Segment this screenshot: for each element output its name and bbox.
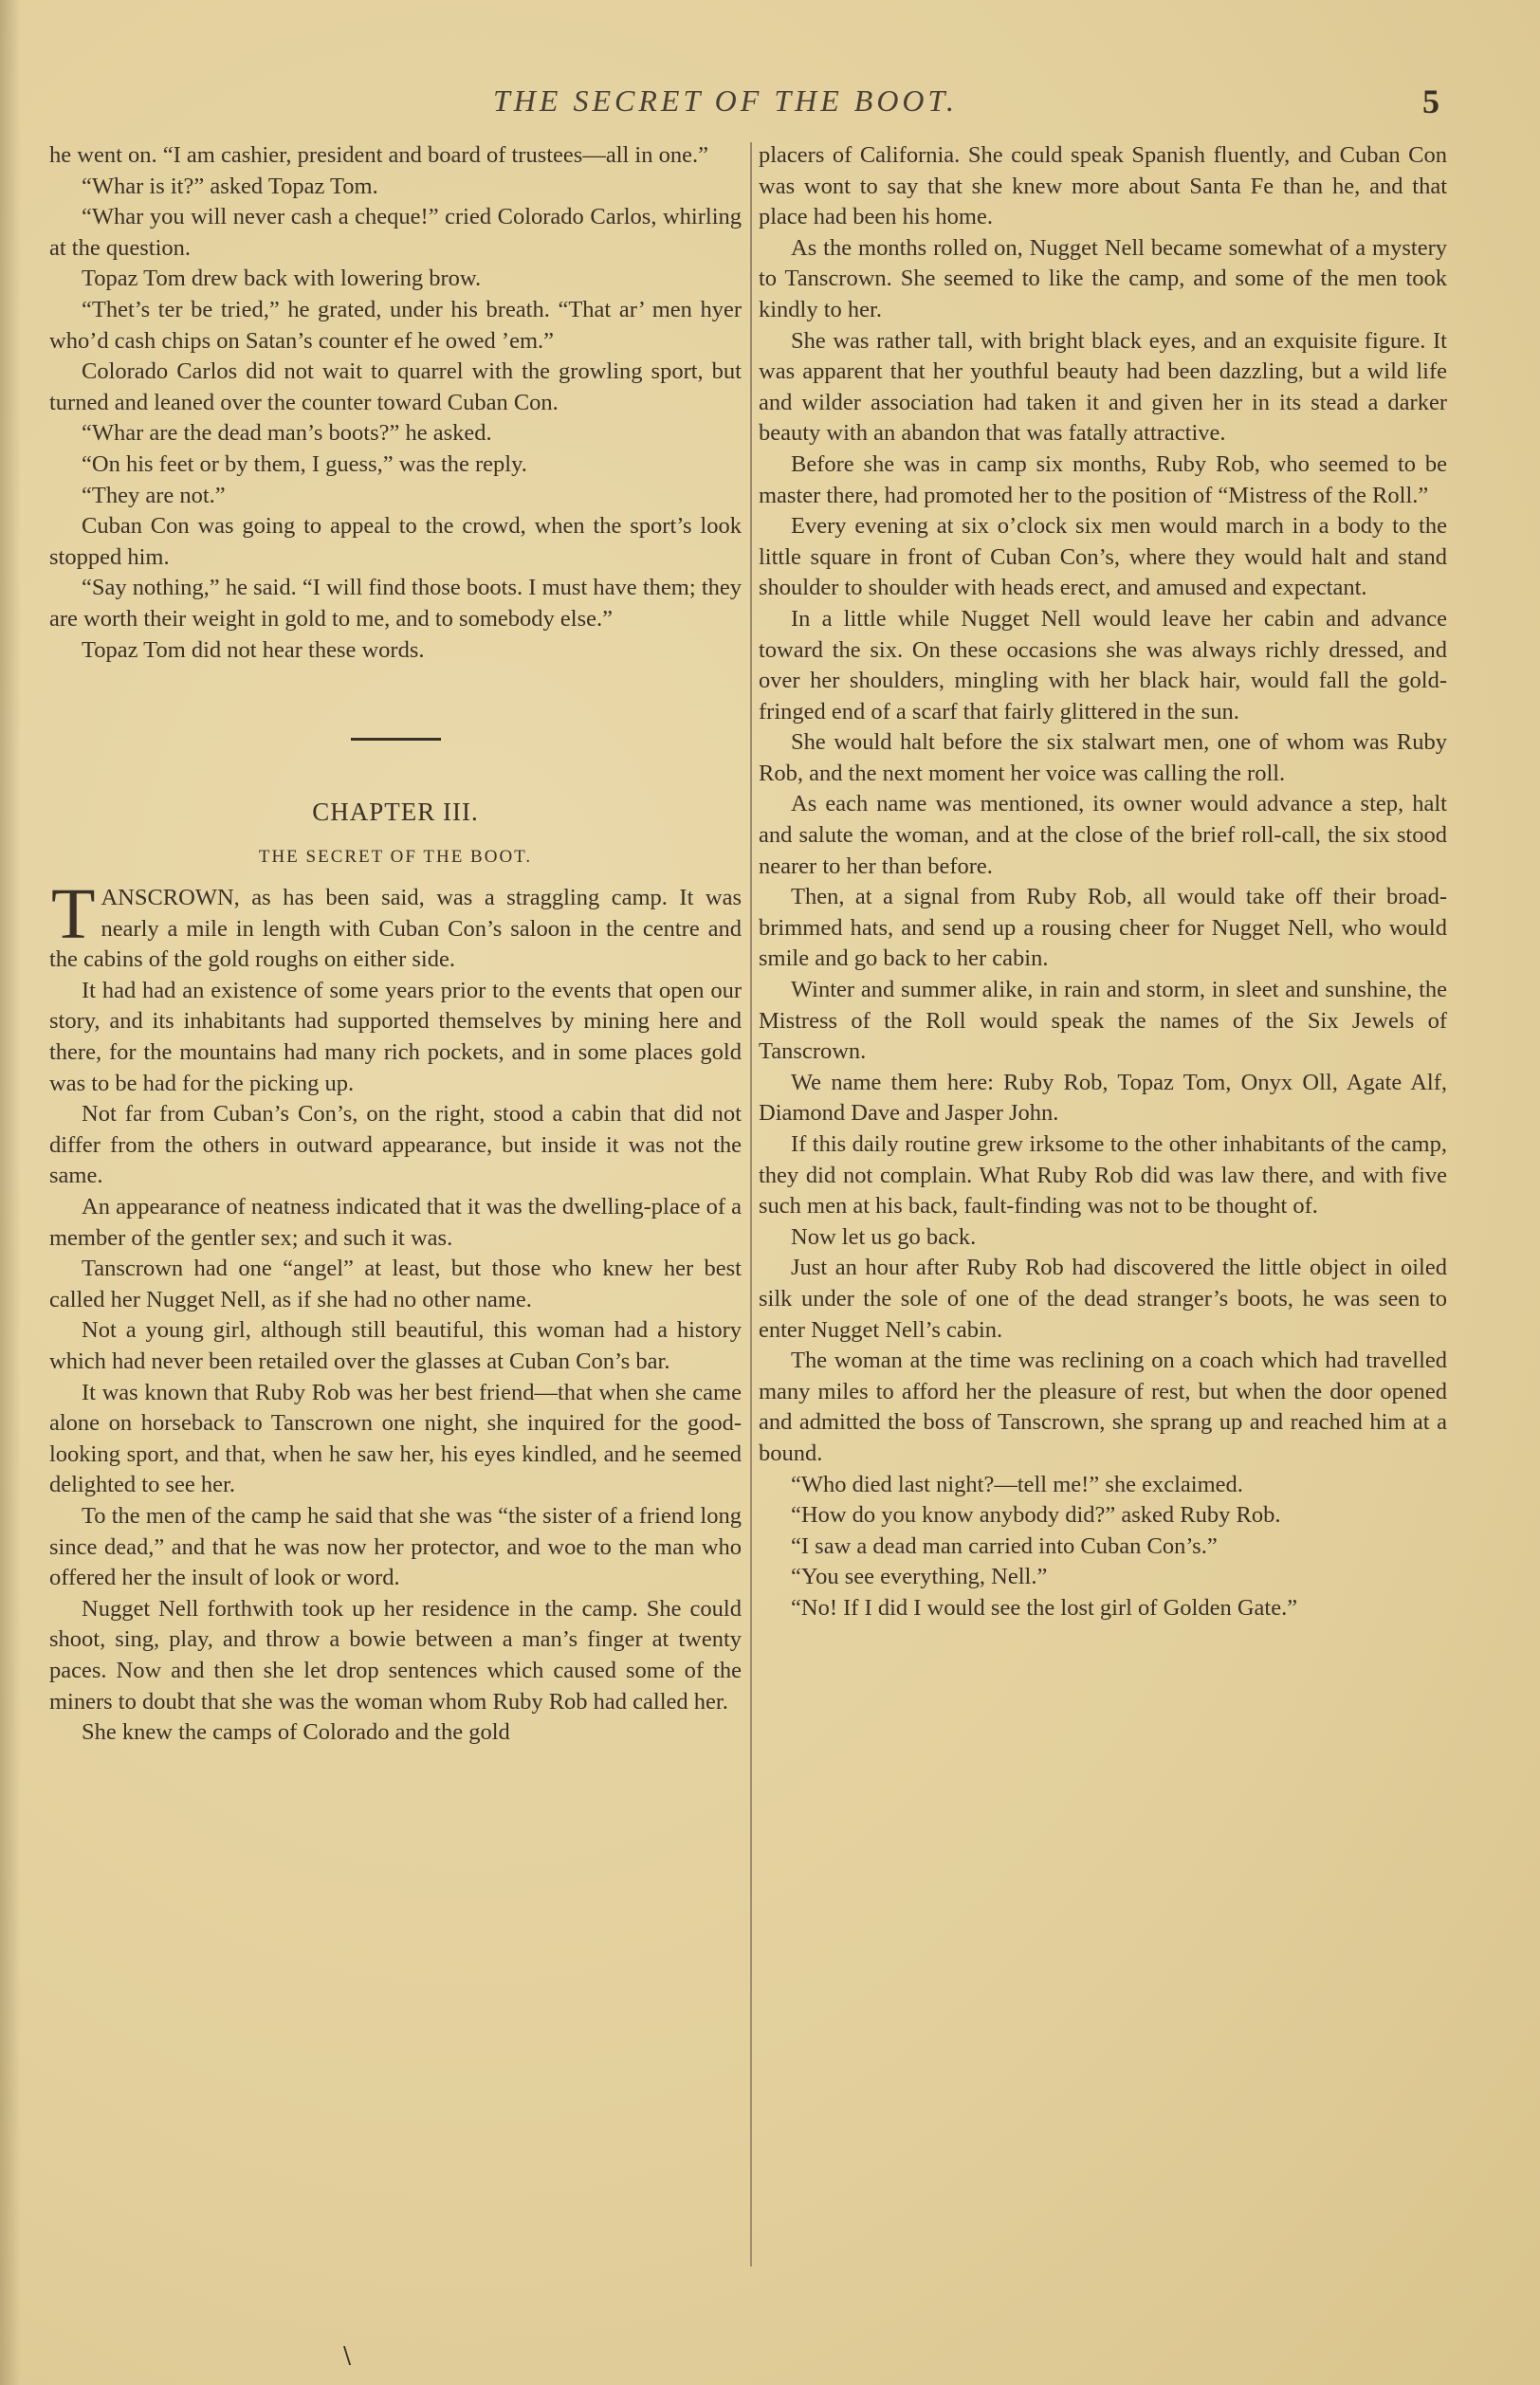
paragraph: She was rather tall, with bright black eyes, and an exquisite figure. It was apparent that her youthful beauty had been dazzling, but a wild life and wilder association had taken it and given her in its stead a darker beauty with an abandon that was fatally attractive. xyxy=(759,327,1447,447)
paragraph: placers of California. She could speak Spanish fluently, and Cuban Con was wont to say that she knew more about Santa Fe than he, and that place had been his home. xyxy=(759,142,1447,230)
paragraph: We name them here: Ruby Rob, Topaz Tom, Onyx Oll, Agate Alf, Diamond Dave and Jasper John. xyxy=(759,1069,1447,1127)
paragraph: She knew the camps of Colorado and the gold xyxy=(82,1719,510,1746)
paragraph: “On his feet or by them, I guess,” was the reply. xyxy=(82,450,527,477)
paragraph: Then, at a signal from Ruby Rob, all would take off their broad-brimmed hats, and send up a rousing cheer for Nugget Nell, who would smile and go back to her cabin. xyxy=(759,884,1447,972)
paragraph: Tanscrown had one “angel” at least, but those who knew her best called her Nugget Nell, as if she had no other name. xyxy=(49,1256,742,1312)
paragraph: Before she was in camp six months, Ruby Rob, who seemed to be master there, had promoted her to the position of “Mistress of the Roll.” xyxy=(759,450,1447,508)
paragraph: Just an hour after Ruby Rob had discovered the little object in oiled silk under the sole of one of the dead stranger’s boots, he was seen to enter Nugget Nell’s cabin. xyxy=(759,1255,1447,1343)
paragraph: “No! If I did I would see the lost girl of Golden Gate.” xyxy=(791,1594,1298,1621)
paragraph: Cuban Con was going to appeal to the crowd, when the sport’s look stopped him. xyxy=(49,513,742,570)
paragraph: Now let us go back. xyxy=(791,1223,977,1250)
paragraph: “Whar you will never cash a cheque!” cried Colorado Carlos, whirling at the question. xyxy=(49,204,742,261)
paragraph: In a little while Nugget Nell would leave her cabin and advance toward the six. On these occasions she was always richly dressed, and over her shoulders, mingling with her black hair, would fall the gold-fringed end of a scarf that fairly glittered in the sun. xyxy=(759,605,1447,725)
paragraph: “Whar is it?” asked Topaz Tom. xyxy=(82,173,378,199)
right-column xyxy=(759,140,1447,2265)
paragraph: She would halt before the six stalwart men, one of whom was Ruby Rob, and the next moment her voice was calling the roll. xyxy=(759,729,1447,786)
paragraph: Every evening at six o’clock six men would march in a body to the little square in front of Cuban Con’s, where they would halt and stand shoulder to shoulder with heads erect, and amused and expectant. xyxy=(759,513,1447,601)
paragraph: The woman at the time was reclining on a coach which had travelled many miles to afford her the pleasure of rest, but when the door opened and admitted the boss of Tanscrown, she sprang up and reached him at a bound. xyxy=(759,1348,1447,1466)
paragraph: Topaz Tom did not hear these words. xyxy=(82,636,425,663)
paragraph: An appearance of neatness indicated that it was the dwelling-place of a member of the gentler sex; and such it was. xyxy=(49,1194,742,1251)
paragraph: he went on. “I am cashier, president and board of trustees—all in one.” xyxy=(49,142,708,168)
paragraph: “How do you know anybody did?” asked Ruby Rob. xyxy=(791,1502,1281,1529)
chapter-opening-paragraph xyxy=(49,874,742,976)
paragraph: If this daily routine grew irksome to the other inhabitants of the camp, they did not complain. What Ruby Rob did was law there, and with five such men at his back, fault-finding was not to be thought of. xyxy=(759,1131,1447,1220)
chapter-title: CHAPTER III. xyxy=(312,798,479,827)
paragraph: Nugget Nell forthwith took up her residence in the camp. She could shoot, sing, play, and throw a bowie between a man’s finger at twenty paces. Now and then she let drop sentences which caused some of the miners to doubt that she was the woman whom Ruby Rob had called her. xyxy=(49,1595,742,1715)
paragraph: “Who died last night?—tell me!” she exclaimed. xyxy=(791,1471,1243,1497)
paragraph: Winter and summer alike, in rain and storm, in sleet and sunshine, the Mistress of the Roll would speak the names of the Six Jewels of Tanscrown. xyxy=(759,977,1447,1065)
paragraph: “I saw a dead man carried into Cuban Con’s.” xyxy=(791,1532,1218,1559)
chapter-subtitle: THE SECRET OF THE BOOT. xyxy=(258,847,533,868)
paragraph: Topaz Tom drew back with lowering brow. xyxy=(82,266,482,292)
paragraph: It was known that Ruby Rob was her best friend—that when she came alone on horseback to Tanscrown one night, she inquired for the good-looking sport, and that, when he saw her, his eyes kindled, and he seemed delighted to see her. xyxy=(49,1379,742,1498)
drop-cap: T xyxy=(51,874,96,955)
paragraph: To the men of the camp he said that she was “the sister of a friend long since dead,” and that he was now her protector, and woe to the man who offered her the insult of look or word. xyxy=(49,1502,742,1591)
paragraph: “You see everything, Nell.” xyxy=(791,1564,1048,1590)
paragraph: Colorado Carlos did not wait to quarrel with the growling sport, but turned and leaned over the counter toward Cuban Con. xyxy=(49,358,742,415)
paragraph: “They are not.” xyxy=(82,482,226,508)
paragraph: Not far from Cuban’s Con’s, on the right, stood a cabin that did not differ from the others in outward appearance, but inside it was not the same. xyxy=(49,1101,742,1189)
paragraph: As each name was mentioned, its owner would advance a step, halt and salute the woman, and at the close of the brief roll-call, the six stood nearer to her than before. xyxy=(759,791,1447,879)
paragraph: “Say nothing,” he said. “I will find those boots. I must have them; they are worth their weight in gold to me, and to somebody else.” xyxy=(49,575,742,632)
page-number: 5 xyxy=(1422,83,1439,120)
paragraph: It had had an existence of some years prior to the events that open our story, and its inhabitants had supported themselves by mining here and there, for the mountains had many rich pockets, and in some places gold was to be had for the picking up. xyxy=(49,977,742,1096)
left-column xyxy=(49,140,742,2255)
paragraph: “Thet’s ter be tried,” he grated, under his breath. “That ar’ men hyer who’d cash chips on Satan’s counter ef he owed ’em.” xyxy=(49,296,742,354)
column-divider xyxy=(750,142,752,2266)
chapter-opening-text: ANSCROWN, as has been said, was a straggling camp. It was nearly a mile in length with Cuban Con’s saloon in the centre and the cabins of the gold roughs on either side. xyxy=(49,885,742,973)
stray-mark: \ xyxy=(343,2342,352,2369)
section-rule xyxy=(351,738,441,741)
binding-shadow xyxy=(0,0,21,2385)
paragraph: As the months rolled on, Nugget Nell became somewhat of a mystery to Tanscrown. She seemed to like the camp, and some of the men took kindly to her. xyxy=(759,234,1447,322)
running-title: THE SECRET OF THE BOOT. xyxy=(493,83,958,118)
paragraph: “Whar are the dead man’s boots?” he asked. xyxy=(82,420,492,447)
paragraph: Not a young girl, although still beautiful, this woman had a history which had never been retailed over the glasses at Cuban Con’s bar. xyxy=(49,1317,742,1374)
